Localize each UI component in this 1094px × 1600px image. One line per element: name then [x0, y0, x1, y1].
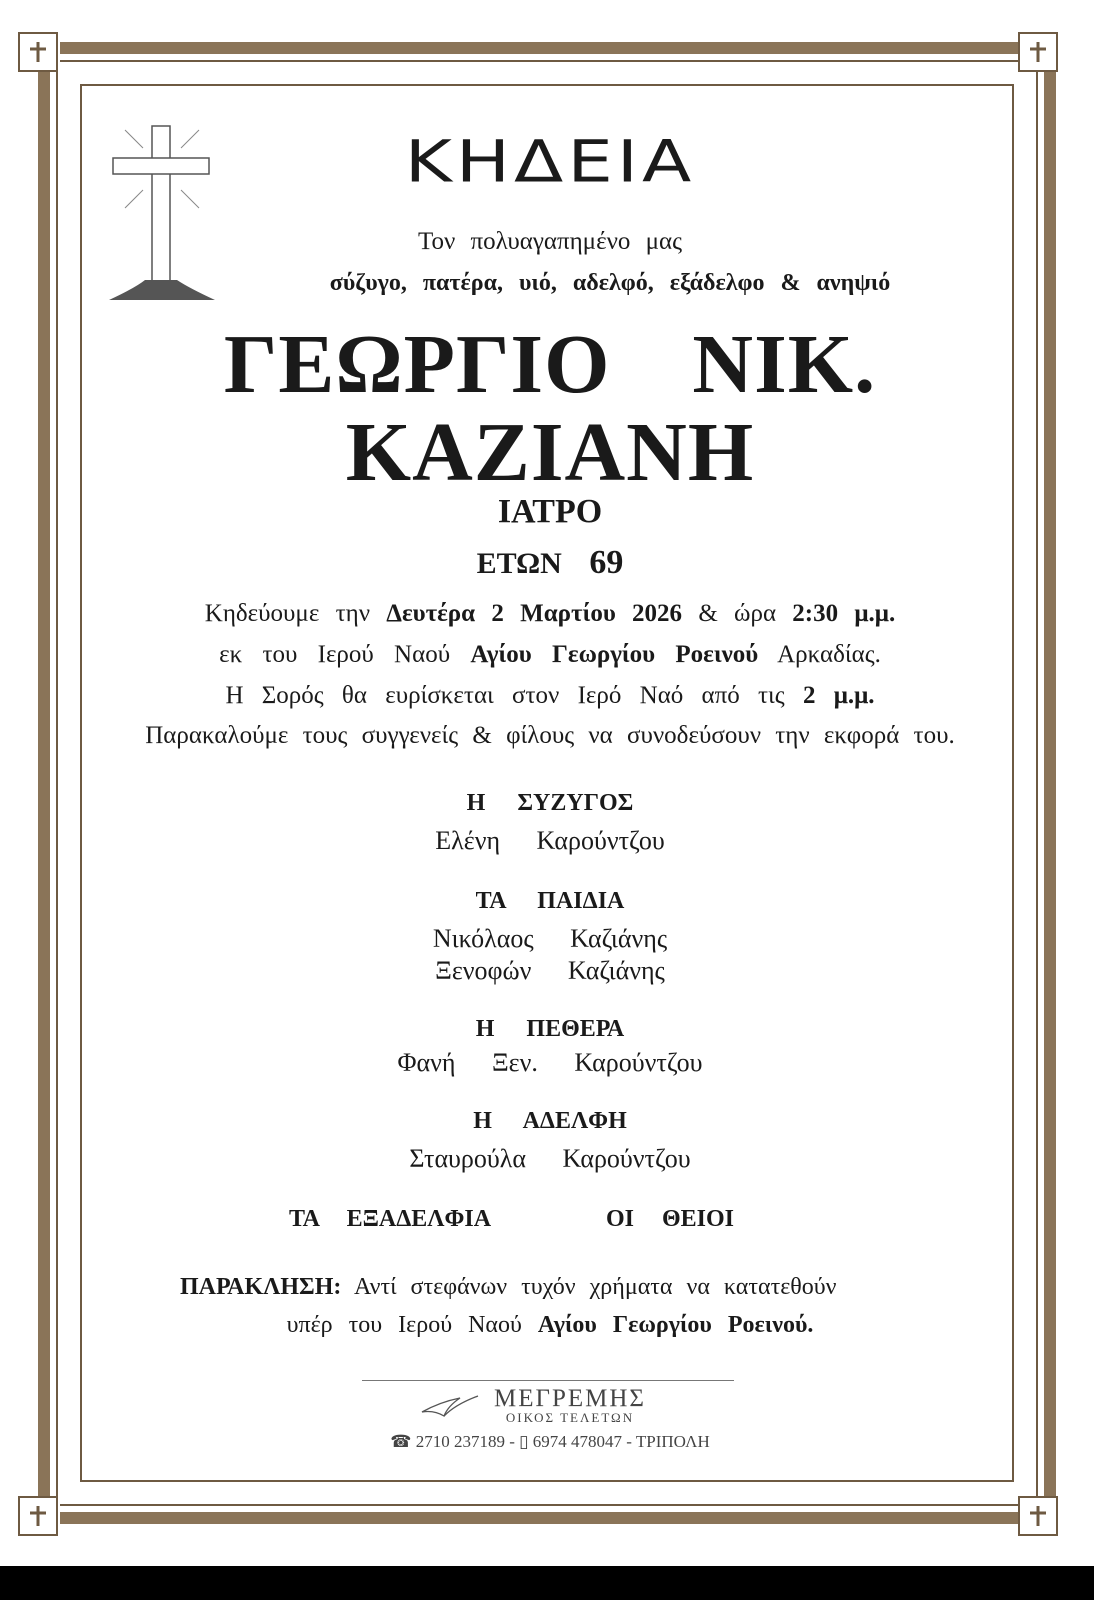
mobile-number: 6974 478047 — [532, 1432, 622, 1451]
age-line — [100, 544, 1000, 582]
request-line1 — [180, 1274, 960, 1301]
funeral-home-brand — [360, 1385, 740, 1426]
corner-cross-icon — [1018, 1496, 1058, 1536]
separator: - — [626, 1432, 632, 1451]
age-value: 69 — [589, 544, 624, 581]
corner-cross-icon — [1018, 32, 1058, 72]
text: Αρκαδίας. — [777, 641, 881, 668]
announcement-line3 — [110, 682, 990, 710]
text: Η Σορός θα ευρίσκεται στον Ιερό Ναό από τις — [225, 682, 785, 709]
spouse-title: Η ΣΥΖΥΓΟΣ — [466, 790, 634, 816]
city: ΤΡΙΠΟΛΗ — [635, 1432, 710, 1451]
text: Αντί στεφάνων τυχόν χρήματα να κατατεθούν — [354, 1274, 837, 1300]
children-title: ΤΑ ΠΑΙΔΙΑ — [475, 888, 625, 914]
brand-subtitle: ΟΙΚΟΣ ΤΕΛΕΤΩΝ — [505, 1410, 635, 1425]
church-name: Αγίου Γεωργίου Ροεινού. — [537, 1312, 814, 1338]
announcement-line4: Παρακαλούμε τους συγγενείς & φίλους να συνοδεύσουν την εκφορά του. — [145, 722, 955, 749]
sister-title: Η ΑΔΕΛΦΗ — [473, 1108, 627, 1134]
footer-divider — [362, 1380, 734, 1381]
bottom-bar — [0, 1566, 1094, 1600]
funeral-time: 2:30 μ.μ. — [792, 600, 896, 627]
relations-text: σύζυγο, πατέρα, υιό, αδελφό, εξάδελφο & ανηψιό — [329, 270, 891, 296]
notice-title: ΚΗΔΕΙΑ — [404, 128, 696, 196]
uncles-title: ΟΙ ΘΕΙΟΙ — [605, 1206, 735, 1232]
brand-name: ΜΕΓΡΕΜΗΣ — [494, 1385, 646, 1412]
separator: - — [509, 1432, 515, 1451]
mobile-icon: ▯ — [519, 1432, 529, 1451]
viewing-time: 2 μ.μ. — [802, 682, 875, 709]
spouse-name: Ελένη Καρούντζου — [435, 826, 665, 855]
text: υπέρ του Ιερού Ναού — [286, 1312, 522, 1338]
phone-number: 2710 237189 — [415, 1432, 505, 1451]
announcement-line1 — [110, 600, 990, 628]
mother-in-law-title: Η ΠΕΘΕΡΑ — [475, 1016, 625, 1042]
sister-name: Σταυρούλα Καρούντζου — [409, 1144, 691, 1173]
request-label: ΠΑΡΑΚΛΗΣΗ: — [180, 1274, 342, 1300]
cousins-title: ΤΑ ΕΞΑΔΕΛΦΙΑ — [288, 1206, 492, 1232]
corner-cross-icon — [18, 1496, 58, 1536]
text: & ώρα — [698, 600, 777, 627]
intro-text: Τον πολυαγαπημένο μας — [417, 228, 683, 255]
child-name: Νικόλαος Καζιάνης — [432, 924, 668, 953]
funeral-date: Δευτέρα 2 Μαρτίου 2026 — [386, 600, 683, 627]
deceased-name-line2: ΚΑΖΙΑΝΗ — [345, 406, 755, 499]
request-line2 — [110, 1312, 990, 1339]
contact-line — [360, 1432, 740, 1452]
announcement-line2 — [110, 641, 990, 669]
phone-icon: ☎ — [390, 1432, 412, 1451]
text: εκ του Ιερού Ναού — [219, 641, 451, 668]
age-label: ΕΤΩΝ — [476, 547, 562, 580]
mother-in-law-name: Φανή Ξεν. Καρούντζου — [397, 1048, 703, 1077]
profession: ΙΑΤΡΟ — [497, 493, 603, 530]
text: Κηδεύουμε την — [204, 600, 371, 627]
deceased-name-line1: ΓΕΩΡΓΙΟ ΝΙΚ. — [223, 318, 877, 411]
corner-cross-icon — [18, 32, 58, 72]
child-name: Ξενοφών Καζιάνης — [435, 956, 665, 985]
church-name: Αγίου Γεωργίου Ροεινού — [470, 641, 759, 668]
